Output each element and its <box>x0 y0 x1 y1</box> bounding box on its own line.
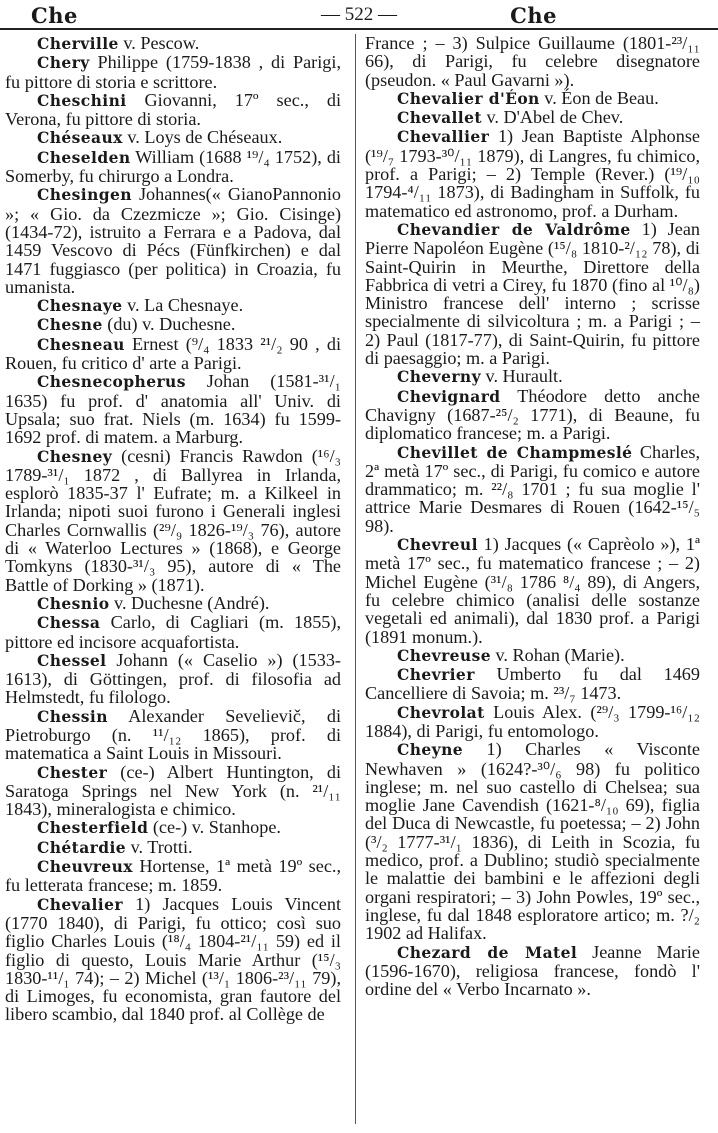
dictionary-entry <box>5 128 341 147</box>
dictionary-entry <box>5 838 341 857</box>
entry-text: Johann (« Caselio ») (1533-1613), di Göttingen, prof. di filosofia ad Helmstedt, fu filologo. <box>5 649 341 708</box>
dictionary-entry <box>365 665 700 703</box>
entry-text: v. Éon de Beau. <box>539 87 659 108</box>
entry-text: Johan (1581-³¹/₁ 1635) fu prof. d' anatomia all' Univ. di Upsala; suo frat. Niels (m. 1634) fu 1599-1692 prof. di matem. a Marburg. <box>5 371 341 448</box>
dictionary-entry <box>365 646 700 665</box>
entry-headword: Chesterfield <box>37 818 149 838</box>
dictionary-entry <box>365 127 700 219</box>
dictionary-entry <box>5 296 341 315</box>
entry-headword: Cheschini <box>37 90 127 110</box>
dictionary-entry <box>5 34 341 53</box>
entry-headword: Chesingen <box>37 185 132 205</box>
entry-text: Charles, 2ª metà 17º sec., di Parigi, fu comico e autore drammatico; m. ²²/₈ 1701 ; fu sua moglie l' attrice Marie Desmares di Rouen (1642-¹⁵/₅ 98). <box>365 441 700 536</box>
entry-text: Alexander Sevelievič, di Pietroburgo (n. ¹¹/₁₂ 1865), prof. di matematica a Saint Louis in Missouri. <box>5 705 341 764</box>
dictionary-entry <box>365 943 700 999</box>
entry-text: (ce-) Albert Huntington, di Saratoga Springs nel New York (n. ²¹/₁₁ 1843), mineralogista e chimico. <box>5 761 341 820</box>
entry-headword: Chester <box>37 762 108 782</box>
dictionary-entry <box>5 91 341 129</box>
entry-text: 1) Charles « Visconte Newhaven » (1624?-³⁰/₆ 98) fu politico inglese; m. nel suo castello di Chelsea; sua moglie Jane Cavendish (1621-⁸/₁₀ 69), figlia del Duca di Newcastle, fu poetessa; – 2) John (³/₂ 1777-³¹/₁ 1836), di Leith in Scozia, fu medico, prof. a Dublino; studiò specialmente le malattie dei bambini e le affezioni degli organi respiratori; – 3) John Powles, 19º sec., inglese, fu dal 1848 esploratore artico; m. ?/₂ 1902 ad Halifax. <box>365 739 700 944</box>
dictionary-entry <box>365 220 700 367</box>
entry-text: Hortense, 1ª metà 19º sec., fu letterata francese; m. 1859. <box>5 856 341 896</box>
dictionary-entry <box>5 372 341 446</box>
page-header <box>0 2 718 30</box>
entry-headword: Chevalier d'Éon <box>397 88 540 108</box>
entry-headword: Cheyne <box>397 740 464 760</box>
dictionary-entry <box>5 763 341 819</box>
dictionary-entry <box>5 447 341 594</box>
entry-headword: Chesne <box>37 315 103 335</box>
entry-text: 1) Jean Pierre Napoléon Eugène (¹⁵/₈ 1810-²/₁₂ 78), di Saint-Quirin in Meurthe, Direttore della Fabbrica di vetri a Cirey, fu 1870 (fino al ¹⁰/₈) Ministro francese dell' interno ; scrisse specialmente di silvicoltura ; m. a Parigi ; – 2) Paul (1817-77), di Saint-Quirin, fu pittore di paesaggio; m. a Parigi. <box>365 218 700 369</box>
dictionary-entry <box>5 707 341 763</box>
dictionary-entry <box>5 53 341 91</box>
dictionary-entry <box>365 108 700 127</box>
dictionary-entry <box>5 315 341 334</box>
dictionary-entry <box>365 367 700 386</box>
entry-text: v. Trotti. <box>126 836 193 857</box>
entry-text: Théodore detto anche Chavigny (1687-²⁵/₂ 1771), di Beaune, fu diplomatico francese; m. a Parigi. <box>365 385 700 444</box>
entry-text: 1) Jean Baptiste Alphonse (¹⁹/₇ 1793-³⁰/₁₁ 1879), di Langres, fu chimico, prof. a Parigi; – 2) Temple (Rever.) (¹⁹/₁₀ 1794-⁴/₁₁ 1873), di Badingham in Suffolk, fu matematico ed astronomo, prof. a Durham. <box>365 126 700 221</box>
entry-text: 1) Jacques (« Caprèolo »), 1ª metà 17º sec., fu matematico francese ; – 2) Michel Eugène (³¹/₈ 1786 ⁸/₄ 89), di Angers, fu celebre chimico (analisi delle sostanze vegetali ed animali), dal 1830 prof. a Parigi (1891 monum.). <box>365 534 700 647</box>
dictionary-entry <box>5 335 341 373</box>
header-left-word: Che <box>31 3 78 28</box>
dictionary-entry <box>5 185 341 296</box>
dictionary-entry <box>5 651 341 707</box>
entry-headword: Cheselden <box>37 147 131 167</box>
dictionary-entry <box>365 34 700 89</box>
entry-text: (cesni) Francis Rawdon (¹⁶/₃ 1789-³¹/₁ 1872 , di Ballyrea in Irlanda, esplorò 1835-37 l' Eufrate; m. a Kilkeel in Irlanda; nipoti suoi furono i Generali inglesi Charles Cornwallis (²⁹/₉ 1826-¹⁹/₃ 76), autore di « Waterloo Lectures » (1868), e George Tomkyns (1830-³¹/₃ 95), autore di « The Battle of Dorking » (1871). <box>5 445 341 595</box>
entry-text: 1) Jacques Louis Vincent (1770 1840), di Parigi, fu ottico; così suo figlio Charles Louis (¹⁸/₄ 1804-²¹/₁₁ 59) ed il figlio di questo, Louis Marie Arthur (¹⁵/₃ 1830-¹¹/₁ 74); – 2) Michel (¹³/₁ 1806-²³/₁₁ 79), di Limoges, fu economista, gran fautore del libero scambio, dal 1840 prof. al Collège de <box>5 893 341 1025</box>
entry-text: (du) v. Duchesne. <box>102 314 236 335</box>
entry-headword: Chevandier de Valdrôme <box>397 219 631 239</box>
entry-text: Umberto fu dal 1469 Cancelliere di Savoia; m. ²³/₇ 1473. <box>365 664 700 704</box>
left-column <box>5 34 341 1024</box>
entry-headword: Cheuvreux <box>37 857 133 877</box>
dictionary-entry <box>5 594 341 613</box>
entry-headword: Chevalier <box>37 894 123 914</box>
dictionary-entry <box>365 535 700 646</box>
entry-text: v. Hurault. <box>480 366 563 387</box>
entry-text: v. Rohan (Marie). <box>490 644 625 665</box>
dictionary-entry <box>365 387 700 443</box>
dictionary-entry <box>5 857 341 895</box>
entry-text: Philippe (1759-1838 , di Parigi, fu pittore di storia e scrittore. <box>5 52 341 92</box>
entry-headword: Chéseaux <box>37 128 123 148</box>
entry-headword: Chesney <box>37 446 113 466</box>
dictionary-entry <box>365 443 700 535</box>
entry-text: v. D'Abel de Chev. <box>481 107 624 128</box>
entry-text: Ernest (⁹/₄ 1833 ²¹/₂ 90 , di Rouen, fu critico d' arte a Parigi. <box>5 333 341 374</box>
entry-text: v. Pescow. <box>118 33 200 53</box>
entry-text: v. Duchesne (André). <box>109 592 270 613</box>
dictionary-entry <box>5 895 341 1024</box>
entry-text: France ; – 3) Sulpice Guillaume (1801-²³/₁₁ 66), di Parigi, fu celebre disegnatore (pseudon. « Paul Gavarni »). <box>365 33 700 90</box>
entry-headword: Chezard de Matel <box>397 942 578 962</box>
entry-headword: Chevreul <box>397 535 478 555</box>
dictionary-entry <box>5 148 341 186</box>
dictionary-entry <box>365 740 700 942</box>
entry-text: (ce-) v. Stanhope. <box>148 817 281 838</box>
page-number: — 522 — <box>321 4 397 25</box>
dictionary-entry <box>365 703 700 741</box>
dictionary-entry <box>5 818 341 837</box>
dictionary-entry <box>5 613 341 651</box>
entry-headword: Chevrolat <box>397 702 485 722</box>
entry-headword: Chevallet <box>397 108 482 128</box>
entry-text: Giovanni, 17º sec., di Verona, fu pittore di storia. <box>5 89 341 130</box>
entry-headword: Chevillet de Champmeslé <box>397 442 633 462</box>
entry-headword: Cheverny <box>397 367 481 387</box>
entry-text: v. Loys de Chéseaux. <box>122 127 283 148</box>
entry-headword: Chesneau <box>37 334 125 354</box>
entry-headword: Cherville <box>37 34 119 53</box>
entry-headword: Chevreuse <box>397 645 491 665</box>
entry-headword: Chesnio <box>37 593 110 613</box>
entry-headword: Chessa <box>37 613 101 633</box>
entry-headword: Chesnaye <box>37 296 123 316</box>
entry-text: Jeanne Marie (1596-1670), religiosa francese, fondò l' ordine del « Verbo Incarnato ». <box>365 941 700 1000</box>
entry-headword: Chevrier <box>397 665 475 685</box>
entry-text: William (1688 ¹⁹/₄ 1752), di Somerby, fu chirurgo a Londra. <box>5 146 341 187</box>
entry-text: Louis Alex. (²⁹/₃ 1799-¹⁶/₁₂ 1884), di Parigi, fu entomologo. <box>365 701 700 741</box>
entry-headword: Chevignard <box>397 386 501 406</box>
entry-headword: Chesnecopherus <box>37 372 186 392</box>
entry-headword: Chessel <box>37 650 107 670</box>
entry-headword: Chery <box>37 53 90 73</box>
entry-text: v. La Chesnaye. <box>122 295 244 316</box>
entry-headword: Chessin <box>37 706 108 726</box>
entry-headword: Chétardie <box>37 837 127 857</box>
column-divider <box>355 34 356 1124</box>
entry-headword: Chevallier <box>397 127 490 147</box>
entry-text: Carlo, di Cagliari (m. 1855), pittore ed incisore acquafortista. <box>5 612 341 652</box>
right-column <box>365 34 700 998</box>
dictionary-entry <box>365 89 700 108</box>
entry-text: Johannes(« GianoPannonio »; « Gio. da Czezmicze »; Gio. Cisinge) (1434-72), istruito a Ferrara e a Padova, dal 1459 Vescovo di Pécs (Fünfkirchen) e dal 1471 fuggiasco (per politica) in Croazia, fu umanista. <box>5 184 341 297</box>
header-right-word: Che <box>510 3 557 28</box>
